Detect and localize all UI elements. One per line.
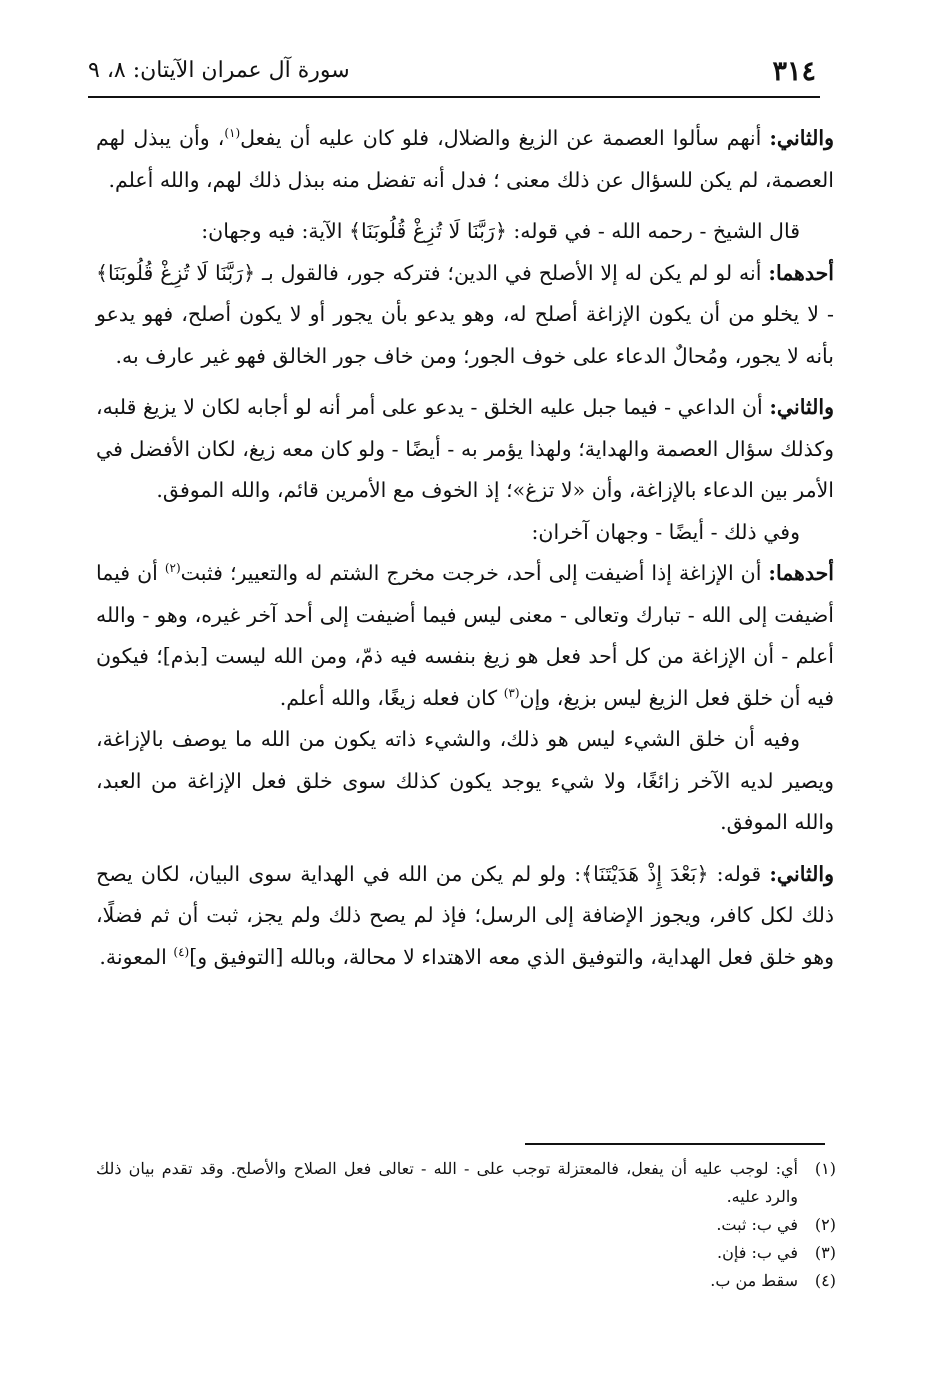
footnote-4 xyxy=(96,1267,836,1295)
page-number: ٣١٤ xyxy=(772,56,816,87)
paragraph-text: أن الداعي - فيما جبل عليه الخلق - يدعو على أمر أنه لو أجابه لكان لا يزيغ قلبه، وكذلك سؤال العصمة والهداية؛ ولهذا يؤمر به - أيضًا - ولو كان معه زيغ، لكان الأفضل في الأمر بين الدعاء بالإزاغة، وأن «لا تزغ»؛ إذ الخوف مع الأمرين قائم، والله الموفق. xyxy=(96,395,834,502)
footnote-number: (٤) xyxy=(814,1271,836,1290)
footnote-number: (١) xyxy=(814,1159,836,1178)
paragraph-second-more-aspect xyxy=(96,854,834,979)
paragraph-first-aspect xyxy=(96,253,834,378)
footnote-ref-1[interactable]: (١) xyxy=(224,126,241,141)
main-text xyxy=(96,118,834,978)
paragraph-text: كان فعله زيغًا، والله أعلم. xyxy=(279,685,504,710)
footnote-number: (٢) xyxy=(814,1215,836,1234)
footnote-text: أي: لوجب عليه أن يفعل، فالمعتزلة توجب على - الله - تعالى فعل الصلاح والأصلح. وقد تقدم بيان ذلك والرد عليه. xyxy=(96,1159,799,1206)
footnote-ref-4[interactable]: (٤) xyxy=(173,944,190,959)
footnote-text: في ب: ثبت. xyxy=(716,1215,798,1234)
page-header xyxy=(88,52,820,98)
paragraph-text: أن فيما أضيفت إلى الله - تبارك وتعالى - معنى ليس فيما أضيفت إلى أحد آخر غيره، وهو - والله أعلم - أن الإزاغة من كل أحد فعل هو زيغ بنفسه فيه ذمّ، ومن الله ليست [بذم]؛ فيكون فيه أن خلق فعل الزيغ ليس بزيغ، وإن xyxy=(96,561,834,710)
footnote-divider xyxy=(525,1143,825,1145)
footnote-1 xyxy=(96,1155,836,1211)
paragraph-lead: والثاني: xyxy=(769,395,834,419)
paragraph-text: وفي ذلك - أيضًا - وجهان آخران: xyxy=(531,519,800,544)
paragraph-text: وفيه أن خلق الشيء ليس هو ذلك، والشيء ذاته يكون من الله ما يوصف بالإزاغة، ويصير لديه الآخر زائغًا، ولا شيء يوجد يكون كذلك سوى خلق فعل الإزاغة من العبد، والله الموفق. xyxy=(96,727,834,834)
paragraph-lead: والثاني: xyxy=(769,861,834,886)
footnote-text: سقط من ب. xyxy=(710,1271,798,1290)
paragraph-lead: والثاني: xyxy=(769,126,834,150)
paragraph-lead: أحدهما: xyxy=(768,260,834,285)
paragraph-first-more-aspect xyxy=(96,553,834,719)
paragraph-second-aspect xyxy=(96,387,834,512)
paragraph-creation xyxy=(96,719,834,844)
footnote-2 xyxy=(96,1211,836,1239)
paragraph-second-reason xyxy=(96,118,834,201)
paragraph-two-more-aspects xyxy=(96,512,834,554)
footnote-3 xyxy=(96,1239,836,1267)
footnote-ref-3[interactable]: (٣) xyxy=(503,685,520,700)
paragraph-lead: أحدهما: xyxy=(768,561,834,585)
paragraph-shaykh-quote xyxy=(96,211,834,253)
paragraph-text: قوله: ﴿بَعْدَ إِذْ هَدَيْتَنَا﴾: ولو لم يكن من الله في الهداية سوى البيان، لكان يصح ذلك لكل كافر، ويجوز الإضافة إلى الرسل؛ فإذ لم يصح ذلك ولم يجز، ثبت أن ثم فضلًا، وهو خلق فعل الهداية، والتوفيق الذي معه الاهتداء لا محالة، وبالله [التوفيق و] xyxy=(96,861,834,969)
footnotes xyxy=(96,1155,836,1295)
footnote-ref-2[interactable]: (٢) xyxy=(164,561,181,576)
paragraph-text: أن الإزاغة إذا أضيفت إلى أحد، خرجت مخرج الشتم له والتعيير؛ فثبت xyxy=(180,561,769,585)
paragraph-text: المعونة. xyxy=(99,944,174,969)
footnote-text: في ب: فإن. xyxy=(717,1243,798,1262)
running-title: سورة آل عمران الآيتان: ٨، ٩ xyxy=(88,58,350,83)
paragraph-text: أنه لو لم يكن له إلا الأصلح في الدين؛ فتركه جور، فالقول بـ ﴿رَبَّنَا لَا تُزِغْ قُلُوبَنَا﴾ - لا يخلو من أن يكون الإزاغة أصلح له، وهو يدعو بأن يجور أو لا يكون أصلح، فهو يدعو بأنه لا يجور، ومُحالٌ الدعاء على خوف الجور؛ ومن خاف جور الخالق فهو غير عارف به. xyxy=(96,260,834,368)
footnote-number: (٣) xyxy=(814,1243,836,1262)
paragraph-text: قال الشيخ - رحمه الله - في قوله: ﴿رَبَّنَا لَا تُزِغْ قُلُوبَنَا﴾ الآية: فيه وجهان: xyxy=(201,219,800,243)
paragraph-text: ، وأن يبذل لهم العصمة، لم يكن للسؤال عن ذلك معنى ؛ فدل أنه تفضل منه ببذل ذلك لهم، والله أعلم. xyxy=(96,126,834,192)
paragraph-text: أنهم سألوا العصمة عن الزيغ والضلال، فلو كان عليه أن يفعل xyxy=(240,126,770,150)
